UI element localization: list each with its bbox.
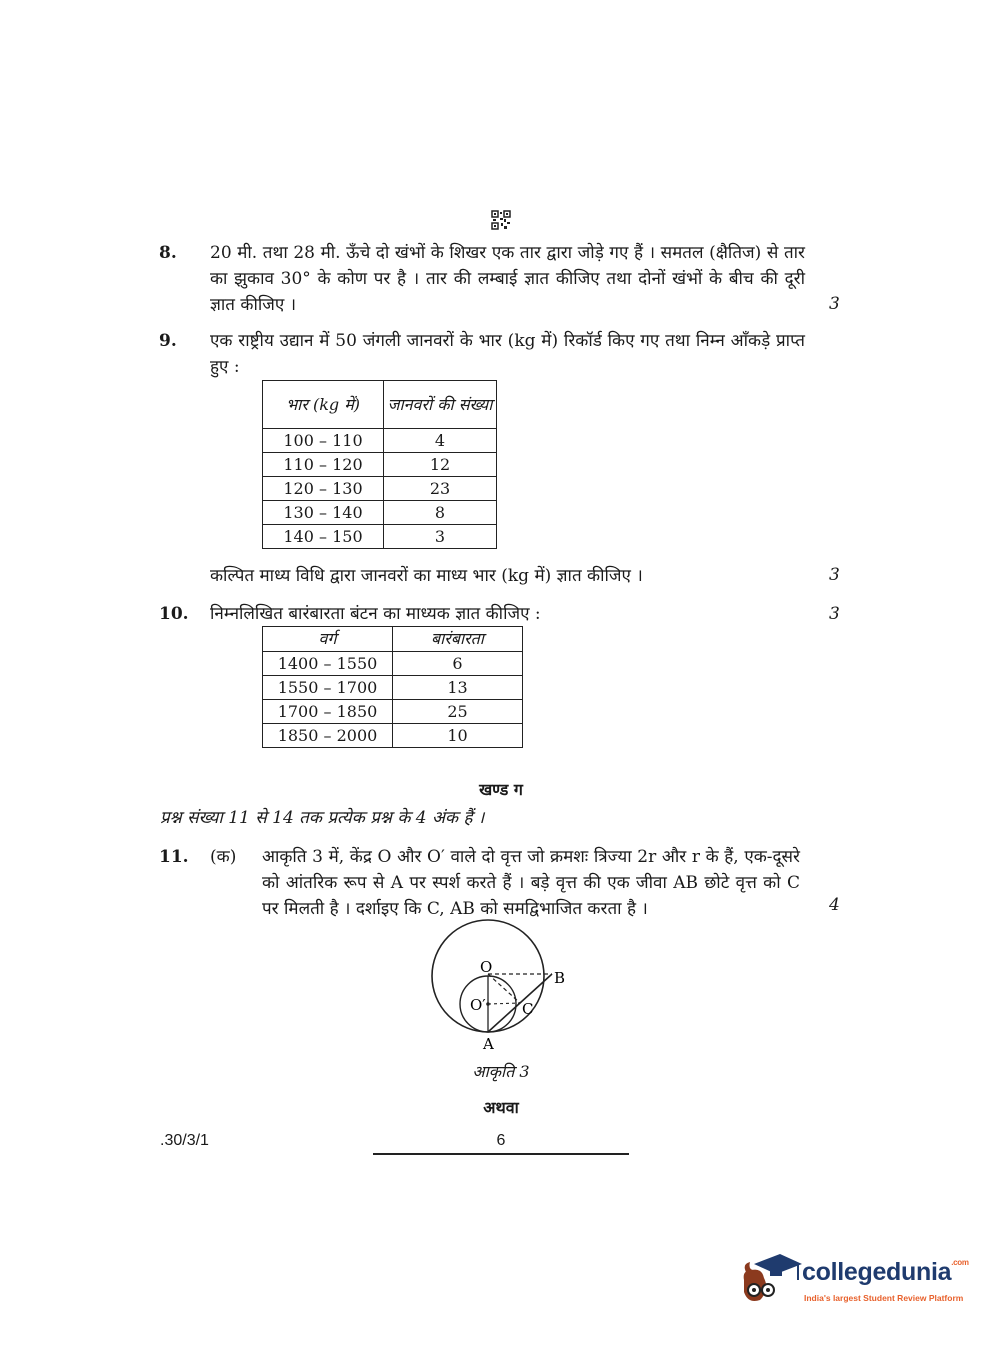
table-cell: 120 – 130: [263, 477, 384, 501]
column-header: भार (kg में): [263, 381, 384, 429]
or-separator: अथवा: [483, 1098, 519, 1117]
question-followup: कल्पित माध्य विधि द्वारा जानवरों का माध्य भार (kg में) ज्ञात कीजिए ।: [210, 566, 643, 586]
table-cell: 100 – 110: [263, 429, 384, 453]
table-cell: 4: [384, 429, 497, 453]
label-o-prime: O′: [470, 996, 486, 1014]
circle-diagram: [420, 918, 580, 1058]
table-row: [263, 676, 523, 700]
section-title: खण्ड ग: [479, 780, 523, 799]
column-header: वर्ग: [263, 627, 393, 652]
table-cell: 1700 – 1850: [263, 700, 393, 724]
question-text: एक राष्ट्रीय उद्यान में 50 जंगली जानवरों के भार (kg में) रिकॉर्ड किए गए तथा निम्न आँकड़े प्राप्त हुए :: [210, 331, 805, 377]
brand-logo: [740, 1250, 980, 1310]
footer-rule: [373, 1153, 629, 1155]
marks: 3: [829, 565, 840, 585]
column-header: बारंबारता: [393, 627, 523, 652]
question-number: 9.: [159, 331, 177, 351]
table-cell: 23: [384, 477, 497, 501]
table-cell: 1850 – 2000: [263, 724, 393, 748]
mascot-icon: [740, 1250, 804, 1310]
table-cell: 110 – 120: [263, 453, 384, 477]
marks: 3: [829, 294, 840, 314]
table-cell: 130 – 140: [263, 501, 384, 525]
table-row: [263, 477, 497, 501]
brand-name-text: collegedunia: [802, 1258, 952, 1286]
question-number: 8.: [159, 243, 177, 263]
brand-suffix: .com: [951, 1258, 969, 1267]
page-number: 6: [496, 1132, 506, 1149]
question-text: आकृति 3 में, केंद्र O और O′ वाले दो वृत्त जो क्रमशः त्रिज्या 2r और r के हैं, एक-दूसरे को आंतरिक रूप से A पर स्पर्श करते हैं । बड़े वृत्त की एक जीवा AB छोटे वृत्त को C पर मिलती है । दर्शाइए कि C, AB को समद्विभाजित करता है ।: [262, 847, 800, 919]
figure-caption: आकृति 3: [472, 1062, 530, 1081]
table-row: [263, 652, 523, 676]
table-cell: 13: [393, 676, 523, 700]
marks: 4: [829, 895, 840, 915]
dashed-line-oc: [488, 974, 520, 1003]
brand-tagline: India's largest Student Review Platform: [804, 1293, 964, 1303]
table-row: [263, 453, 497, 477]
table-cell: 25: [393, 700, 523, 724]
label-o: O: [480, 958, 493, 976]
center-point: [486, 1002, 490, 1006]
table-cell: 1400 – 1550: [263, 652, 393, 676]
table-row: [263, 501, 497, 525]
table-cell: 12: [384, 453, 497, 477]
figure: [420, 918, 580, 1058]
question-number: 11.: [159, 847, 189, 867]
table-cell: 140 – 150: [263, 525, 384, 549]
table-row: [263, 429, 497, 453]
section-instruction: प्रश्न संख्या 11 से 14 तक प्रत्येक प्रश्न के 4 अंक हैं ।: [160, 808, 485, 828]
table-cell: 10: [393, 724, 523, 748]
table-cell: 6: [393, 652, 523, 676]
label-b: B: [554, 969, 566, 987]
column-header: जानवरों की संख्या: [384, 381, 497, 429]
question-part-label: (क): [210, 847, 237, 867]
label-c: C: [522, 1000, 534, 1018]
table-cell: 8: [384, 501, 497, 525]
data-table: [262, 380, 497, 549]
table-row: [263, 525, 497, 549]
label-a: A: [483, 1035, 494, 1053]
table-row: [263, 724, 523, 748]
dashed-line-oprime-c: [488, 1003, 520, 1004]
question-number: 10.: [159, 604, 189, 624]
question-text: 20 मी. तथा 28 मी. ऊँचे दो खंभों के शिखर एक तार द्वारा जोड़े गए हैं । समतल (क्षैतिज) से तार का झुकाव 30° के कोण पर है । तार की लम्बाई ज्ञात कीजिए तथा दोनों खंभों के बीच की दूरी ज्ञात कीजिए ।: [210, 243, 805, 315]
table-cell: 1550 – 1700: [263, 676, 393, 700]
data-table: [262, 626, 523, 748]
table-cell: 3: [384, 525, 497, 549]
marks: 3: [829, 604, 840, 624]
question-text: निम्नलिखित बारंबारता बंटन का माध्यक ज्ञात कीजिए :: [210, 604, 541, 624]
paper-code: .30/3/1: [160, 1132, 209, 1149]
qr-code-icon: [491, 210, 511, 230]
table-row: [263, 700, 523, 724]
brand-name: [802, 1258, 969, 1287]
